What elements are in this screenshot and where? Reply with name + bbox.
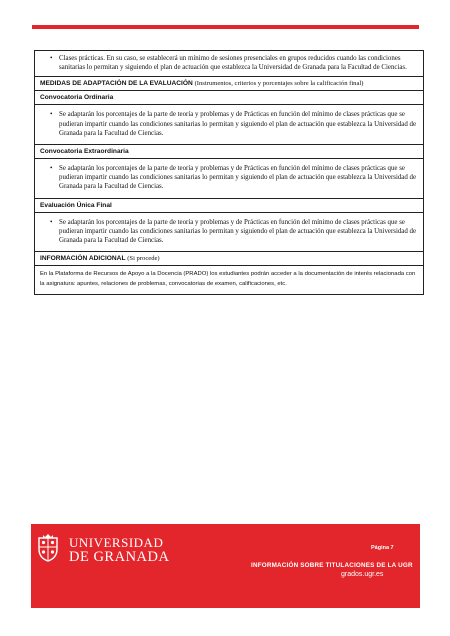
- footer-banner: [31, 524, 420, 608]
- unica-text: • Se adaptarán los porcentajes de la parte de teoría y problemas y de Prácticas en función del mínimo de clases prácticas que se pudieran impartir cuando las condiciones sanitarias lo permitan y siguiendo el plan de actuación que establezca la Universidad de Granada para la Facultad de Ciencias.: [59, 218, 417, 246]
- extraordinaria-header: [35, 144, 423, 158]
- unica-row: [35, 212, 423, 252]
- ordinaria-title: Convocatoria Ordinaria: [40, 94, 114, 102]
- adicional-header: [35, 251, 423, 265]
- ordinaria-row: [35, 104, 423, 144]
- university-name-line1: UNIVERSIDAD: [69, 535, 164, 550]
- university-name-line2: DE GRANADA: [69, 549, 170, 565]
- footer-url-link[interactable]: grados.ugr.es: [341, 571, 384, 578]
- adicional-text: En la Plataforma de Recursos de Apoyo a la Docencia (PRADO) los estudiantes podrán acceder a la documentación de interés relacionada con la asignatura: apuntes, relaciones de problemas, convocatorias de examen, calificaciones, etc.: [35, 265, 423, 294]
- extraordinaria-title: Convocatoria Extraordinaria: [40, 148, 129, 156]
- university-crest-icon: [36, 532, 60, 562]
- extraordinaria-text: • Se adaptarán los porcentajes de la parte de teoría y problemas y de Prácticas en función del mínimo de clases prácticas que se pudieran impartir cuando las condiciones sanitarias lo permitan y siguiendo el plan de actuación que establezca la Universidad de Granada para la Facultad de Ciencias.: [59, 164, 417, 192]
- adicional-title: INFORMACIÓN ADICIONAL: [40, 255, 126, 263]
- adicional-subtitle: (Si procede): [127, 255, 160, 263]
- ordinaria-text: • Se adaptarán los porcentajes de la parte de teoría y problemas y de Prácticas en función del mínimo de clases prácticas que se pudieran impartir cuando las condiciones sanitarias lo permitan y siguiendo el plan de actuación que establezca la Universidad de Granada para la Facultad de Ciencias.: [59, 110, 417, 138]
- practicas-row: [35, 51, 423, 76]
- top-red-bar: [32, 25, 419, 29]
- unica-title: Evaluación Única Final: [40, 201, 112, 209]
- evaluacion-subtitle: (Instrumentos, criterios y porcentajes sobre la calificación final): [194, 80, 364, 88]
- evaluacion-title: MEDIDAS DE ADAPTACIÓN DE LA EVALUACIÓN: [40, 80, 193, 88]
- evaluacion-header: [35, 76, 423, 90]
- page-number: Página 7: [371, 545, 394, 551]
- guide-table: [34, 50, 424, 295]
- ordinaria-header: [35, 90, 423, 104]
- unica-header: [35, 198, 423, 212]
- practicas-text: • Clases prácticas. En su caso, se establecerá un mínimo de sesiones presenciales en grupos reducidos cuando las condiciones sanitarias lo permitan y siguiendo el plan de actuación que establezca la Universidad de Granada para la Facultad de Ciencias.: [59, 54, 417, 72]
- footer-info: INFORMACIÓN SOBRE TITULACIONES DE LA UGR: [251, 562, 413, 569]
- extraordinaria-row: [35, 158, 423, 198]
